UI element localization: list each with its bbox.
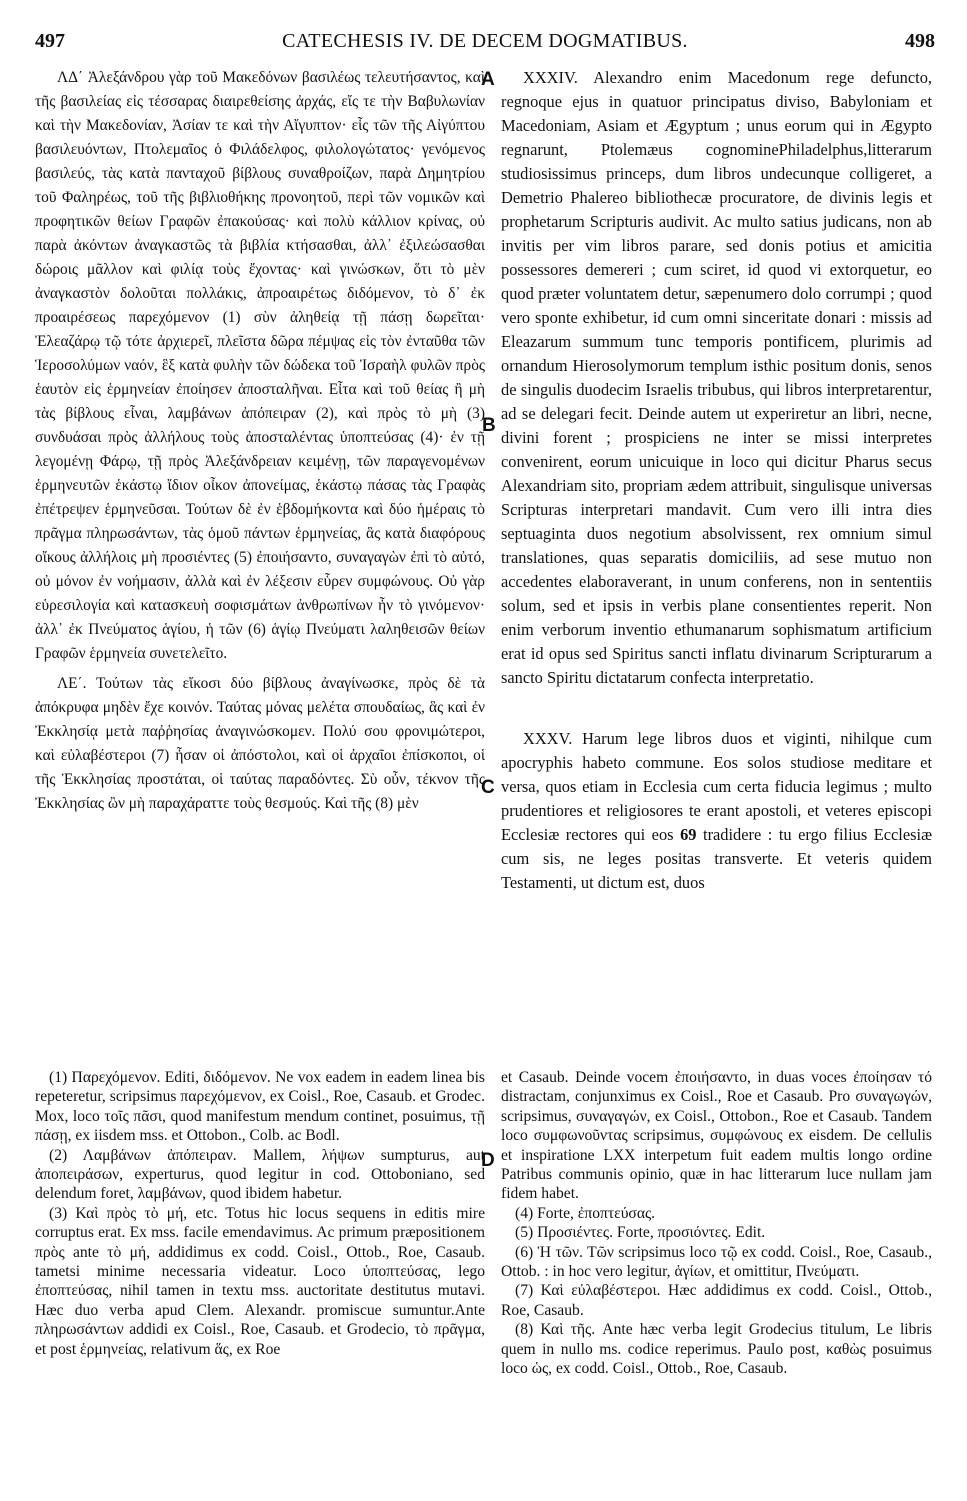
- latin-section-35-part1: XXXV. Harum lege libros duos et viginti, nihilque cum apocryphis habeto commune. Eos solos studiose meditare et versa, quos etiam in Ecclesia cum certa fiducia legimus ; multo prudentiores et religiosores te erant apostoli, et veteres episcopi Ecclesiæ rectores qui eos: [501, 729, 932, 844]
- column-number: 69: [680, 825, 697, 844]
- margin-letter-d: D: [481, 1150, 495, 1171]
- margin-letter-b: B: [482, 415, 496, 436]
- footnote-3-continued: et Casaub. Deinde vocem ἐποιήσαντο, in duas voces ἐποίησαν τό distractam, conjunximus ex Coisl., Roe et Casaub. Pro συναγωγών, scripsimus, συναγαγών, ex Coisl., Ottobon., Roe et Casaub. Tandem loco συμφωνοῦντας scripsimus, συμφώνους ex eisdem. De cellulis et inspiratione LXX interpetum fuit eadem multis longo ordine Patribus communis opinio, quæ in hac litterarum luce nullam jam fidem habet.: [501, 1069, 932, 1203]
- footnotes-right: [501, 1068, 932, 1379]
- running-title: CATECHESIS IV. DE DECEM DOGMATIBUS.: [282, 30, 688, 52]
- latin-section-35-part2: tradidere : tu ergo filius Ecclesiæ cum sis, ne leges positas transverte. Et veteris quidem Testamenti, ut dictum est, duos: [501, 825, 933, 892]
- footnote-1: (1) Παρεχόμενον. Editi, διδόμενον. Ne vox eadem in eadem linea bis repeteretur, scripsimus παρεχόμενον, ex Coisl., Roe, Casaub. et Grodec. Mox, loco τοῖς πᾶσι, quod manifestum mendum continet, posuimus, τῇ πάσῃ, ex iisdem mss. et Ottobon., Colb. ac Bodl.: [35, 1069, 485, 1145]
- right-page-number: 498: [905, 30, 935, 52]
- footnote-2: (2) Λαμβάνων ἀπόπειραν. Mallem, λήψων sumpturus, aut ἀποπειράσων, experturus, quod legitur in cod. Ottoboniano, sed delendum foret, λαμβάνων, quod ibidem habetur.: [35, 1146, 485, 1203]
- latin-section-35: [501, 727, 932, 895]
- footnote-6: (6) Ἡ τῶν. Τῶν scripsimus loco τῷ ex codd. Coisl., Roe, Casaub., Ottob. : in hoc vero legitur, ἁγίων, et omittitur, Πνεύματι.: [501, 1243, 932, 1281]
- footnote-3: (3) Καὶ πρὸς τὸ μή, etc. Totus hic locus sequens in editis mire corruptus erat. Ex mss. facile emendavimus. Ac primum præpositionem πρὸς ante τὸ μή, addidimus ex codd. Coisl., Ottob., Roe, Casaub. tametsi minime necessaria videatur. Loco ὑποπτεύσας, lego ἐποπτεύσας, nihil tamen in textu mss. auctoritate destitutus mutavi. Hæc duo verba apud Clem. Alexandr. promiscue sumuntur.Ante πληρωσάντων addidi ex Coisl., Roe, Casaub. et Grodecio, τὸ πρᾶγμα, et post ἑρμηνείας, relativum ἅς, ex Roe: [35, 1204, 485, 1358]
- greek-column: [35, 66, 485, 816]
- footnote-8: (8) Καὶ τῆς. Ante hæc verba legit Grodecius titulum, Le libris quem in nullo ms. codice reperimus. Paulo post, καθὼς posuimus loco ὡς, ex codd. Coisl., Ottob., Roe, Casaub.: [501, 1321, 932, 1378]
- footnote-5: (5) Προσιέντες. Forte, προσιόντες. Edit.: [515, 1224, 766, 1242]
- running-header: [35, 30, 935, 56]
- greek-section-35: ΛΕ΄. Τούτων τὰς εἴκοσι δύο βίβλους ἀναγίνωσκε, πρὸς δὲ τὰ ἀπόκρυφα μηδὲν ἔχε κοινόν. Ταύτας μόνας μελέτα σπουδαίως, ἃς καὶ ἐν Ἐκκλησίᾳ μετὰ παῤῥησίας ἀναγινώσκομεν. Πολύ σου φρονιμώτεροι, καὶ εὐλαβέστεροι (7) ἦσαν οἱ ἀπόστολοι, καὶ οἱ ἀρχαῖοι ἐπίσκοποι, οἱ τῆς Ἐκκλησίας προστάται, οἱ ταύτας παραδόντες. Σὺ οὖν, τέκνον τῆς Ἐκκλησίας ὢν μὴ παραχάραττε τοὺς θεσμούς. Καὶ τῆς (8) μὲν: [35, 675, 485, 812]
- latin-column: [501, 66, 932, 895]
- margin-letter-a: A: [481, 69, 495, 90]
- footnotes-left: [35, 1068, 485, 1359]
- footnote-4: (4) Forte, ἐποπτεύσας.: [515, 1204, 656, 1222]
- footnote-7: (7) Καὶ εὐλαβέστεροι. Hæc addidimus ex codd. Coisl., Ottob., Roe, Casaub.: [501, 1282, 932, 1319]
- greek-section-34: ΛΔ΄ Ἀλεξάνδρου γὰρ τοῦ Μακεδόνων βασιλέως τελευτήσαντος, καὶ τῆς βασιλείας εἰς τέσσαρας διαιρεθείσης ἀρχάς, εἴς τε τὴν Βαβυλωνίαν καὶ τὴν Μακεδονίαν, Ἀσίαν τε καὶ τὴν Αἴγυπτον· εἷς τῶν τῆς Αἰγύπτου βασιλευόντων, Πτολεμαῖος ὁ Φιλάδελφος, φιλολογώτατος· γενόμενος βασιλεύς, τὰς κατὰ πανταχοῦ βίβλους συναθροίζων, παρὰ Δημητρίου τοῦ Φαληρέως, τοῦ τῆς βιβλιοθήκης προνοητοῦ, περὶ τῶν νομικῶν καὶ προφητικῶν θείων Γραφῶν ἐπακούσας· καὶ πολὺ κάλλιον κρίνας, οὐ παρὰ ἀκόντων ἀναγκαστῶς τὰ βιβλία κτήσασθαι, ἀλλ᾽ ἐξιλεώσασθαι δώροις μᾶλλον καὶ φιλίᾳ τοὺς ἔχοντας· καὶ γινώσκων, ὅτι τὸ μὲν ἀναγκαστὸν δολοῦται πολλάκις, ἀπροαιρέτως διδόμενον, τὸ δ᾽ ἐκ προαιρέσεως παρεχόμενον (1) σὺν ἀληθείᾳ τῇ πάσῃ δωρεῖται· Ἐλεαζάρῳ τῷ τότε ἀρχιερεῖ, πλεῖστα δῶρα πέμψας εἰς τὸν ἐνταῦθα τῶν Ἱεροσολύμων ναόν, ἓξ κατὰ φυλὴν τῶν δώδεκα τοῦ Ἰσραὴλ φυλῶν πρὸς ἑαυτὸν εἰς ἑρμηνείαν ἐποίησεν ἀποσταλῆναι. Εἶτα καὶ τοῦ θείας ἢ μὴ τὰς βίβλους εἶναι, λαμβάνων ἀπόπειραν (2), καὶ πρὸς τὸ μὴ (3) συνδυάσαι πρὸς ἀλλήλους τοὺς ἀποσταλέντας ὑποπτεύσας (4)· ἐν τῇ λεγομένῃ Φάρῳ, τῇ πρὸς Ἀλεξάνδρειαν κειμένῃ, τῶν παραγενομένων ἑρμηνευτῶν ἑκάστῳ ἴδιον οἶκον ἀπονείμας, ἑκάστῳ πάσας τὰς Γραφὰς ἐπέτρεψεν ἑρμηνεῦσαι. Τούτων δὲ ἐν ἑβδομήκοντα καὶ δύο ἡμέραις τὸ πρᾶγμα πληρωσάντων, τὰς ὁμοῦ πάντων ἑρμηνείας, ἃς κατὰ διαφόρους οἴκους ἀλλήλοις μὴ προσιέντες (5) ἐποιήσαντο, συναγαγὼν ἐπὶ τὸ αὐτό, οὐ μόνον ἐν νοήμασιν, ἀλλὰ καὶ ἐν λέξεσιν εὗρεν συμφώνους. Οὐ γὰρ εὑρεσιλογία καὶ κατασκευὴ σοφισμάτων ἀνθρωπίνων ἦν τὸ γινόμενον· ἀλλ᾽ ἐκ Πνεύματος ἁγίου, ἡ τῶν (6) ἁγίῳ Πνεύματι λαληθεισῶν θείων Γραφῶν ἑρμηνεία συνετελεῖτο.: [35, 69, 485, 662]
- margin-letter-c: C: [481, 777, 495, 798]
- left-page-number: 497: [35, 30, 65, 52]
- latin-section-34: XXXIV. Alexandro enim Macedonum rege defuncto, regnoque ejus in quatuor principatus diviso, Babyloniam et Macedoniam, Asiam et Ægyptum ; unus eorum qui in Ægypto regnarunt, Ptolemæus cognominePhiladelphus,litterarum studiosissimus princeps, dum libros undecunque colligeret, a Demetrio Phalereo bibliothecæ procuratore, de divinis legis et prophetarum Scripturis audivit. Ac multo satius judicans, non ab invitis per vim libros parare, sed donis potius et amicitia possessores demereri ; cum sciret, id quod vi extorquetur, eo quod præter voluntatem detur, sæpenumero dolo corrumpi ; quod vero sponte exhibetur, id cum omni sinceritate donari : missis ad Eleazarum summum tunc temporis pontificem, plurimis ad ornandum Hierosolymorum templum isthic positum donis, senos de singulis duodecim Israelis tribubus, qui libros interpretarentur, ad se delegari fecit. Deinde autem ut experiretur an libri, necne, divini forent ; prospiciens ne inter se missi interpretes convenirent, eorum unicuique in loco qui dicitur Pharus secus Alexandriam sito, propriam ædem attribuit, singulisque universas Scripturas interpretari mandavit. Cum vero illi intra dies septuaginta duos negotium absolvissent, rex omnium simul translationes, quas separatis domiciliis, ad sese mutuo non accedentes elaboraverant, in unum conferens, non in sententiis solum, sed et ipsis in verbis plane consentientes reperit. Non enim verborum inventio ethumanarum sophismatum artificium erat id opus sed Spiritus sancti inflatu divinarum Scripturarum a sancto Spiritu dictatarum confecta interpretatio.: [501, 68, 932, 687]
